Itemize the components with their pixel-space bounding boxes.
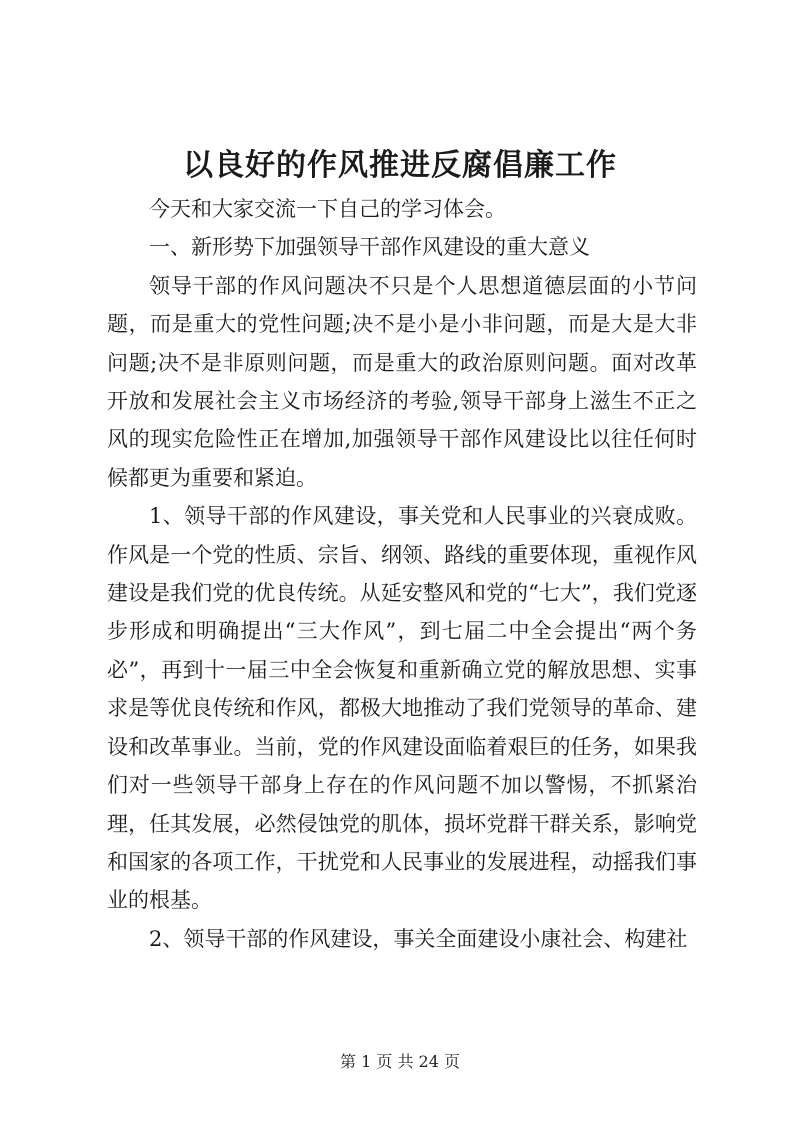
paragraph-style-issues: 领导干部的作风问题决不只是个人思想道德层面的小节问题，而是重大的党性问题;决不是小是小非问题，而是大是大非问题;决不是非原则问题，而是重大的政治原则问题。面对改革开放和发展社会主义市场经济的考验,领导干部身上滋生不正之风的现实危险性正在增加,加强领导干部作风建设比以往任何时候都更为重要和紧迫。 — [107, 273, 697, 490]
page-footer: 第 1 页 共 24 页 — [340, 1052, 460, 1071]
document-title: 以良好的作风推进反腐倡廉工作 — [183, 148, 617, 183]
paragraph-point-2: 2、领导干部的作风建设，事关全面建设小康社会、构建社 — [149, 926, 688, 951]
paragraph-point-1: 1、领导干部的作风建设，事关党和人民事业的兴衰成败。作风是一个党的性质、宗旨、纲领、路线的重要体现，重视作风建设是我们党的优良传统。从延安整风和党的“七大”，我们党逐步形成和明确提出“三大作风”，到七届二中全会提出“两个务必”，再到十一届三中全会恢复和重新确立党的解放思想、实事求是等优良传统和作风，都极大地推动了我们党领导的革命、建设和改革事业。当前，党的作风建设面临着艰巨的任务，如果我们对一些领导干部身上存在的作风问题不加以警惕，不抓紧治理，任其发展，必然侵蚀党的肌体，损坏党群干群关系，影响党和国家的各项工作，干扰党和人民事业的发展进程，动摇我们事业的根基。 — [107, 504, 697, 913]
paragraph-section-heading: 一、新形势下加强领导干部作风建设的重大意义 — [149, 235, 590, 260]
paragraph-intro: 今天和大家交流一下自己的学习体会。 — [149, 197, 506, 221]
document-body — [107, 190, 697, 958]
